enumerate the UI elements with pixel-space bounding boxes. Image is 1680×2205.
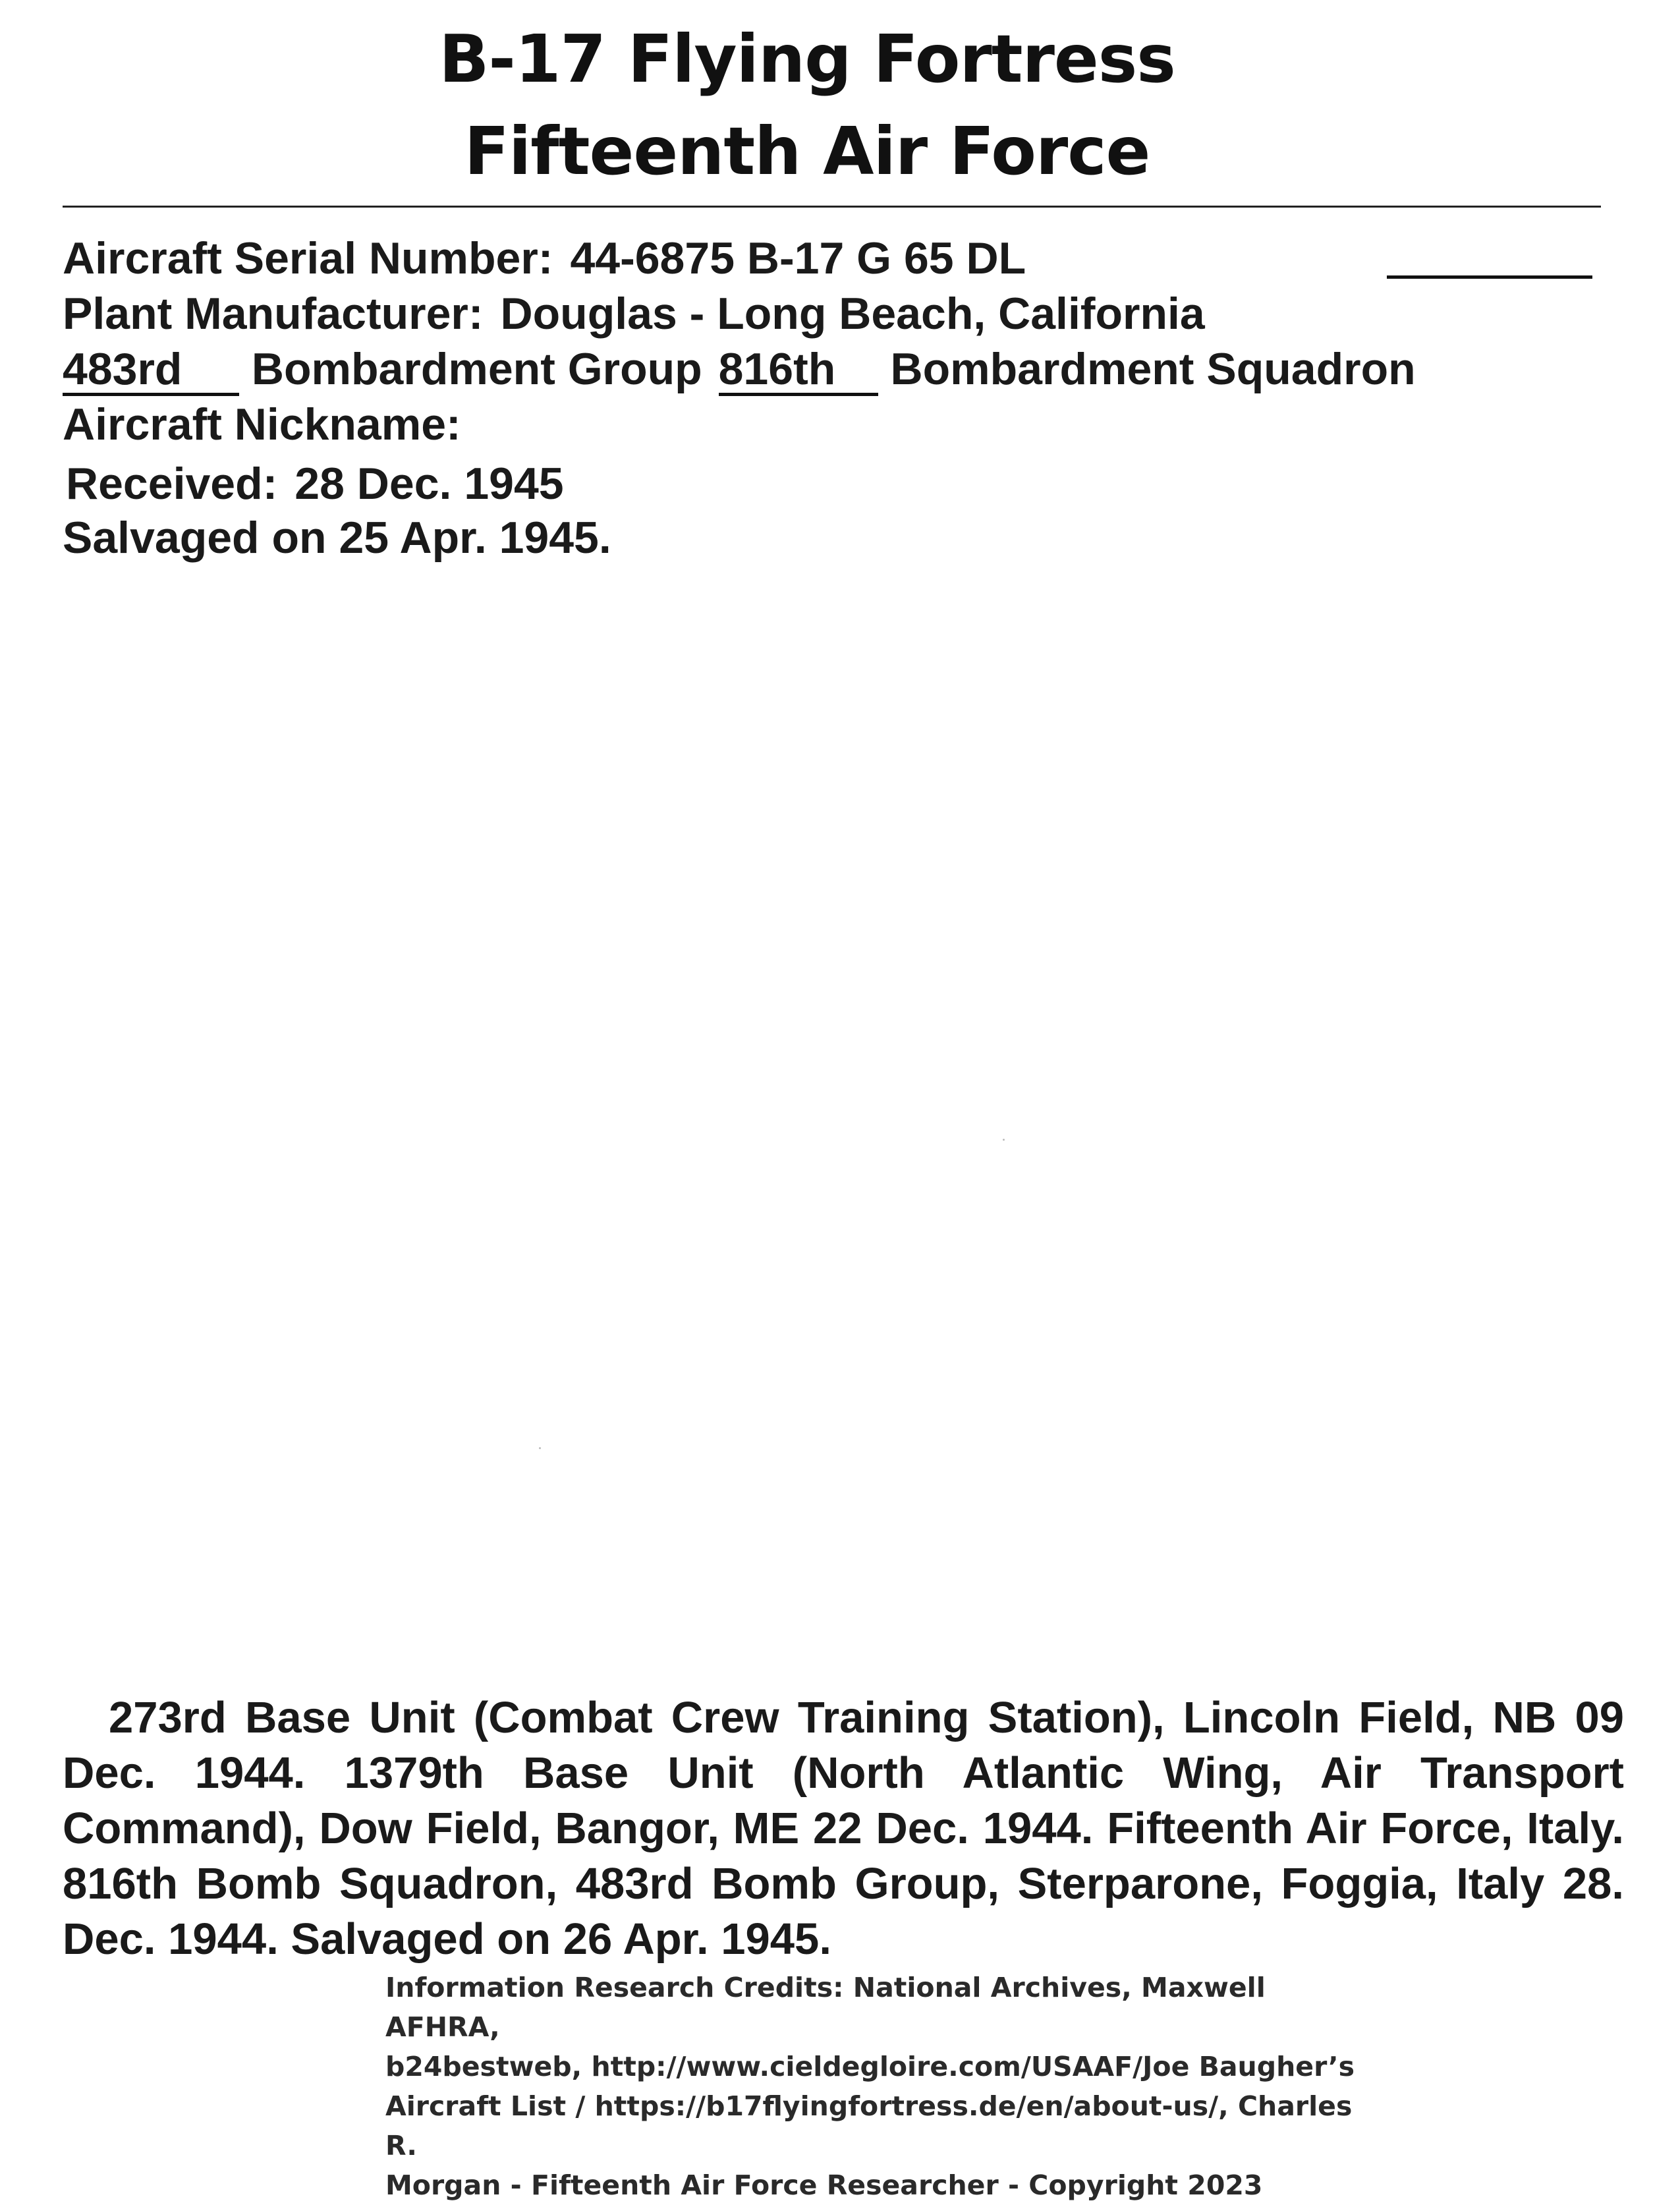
page-title-line-2: Fifteenth Air Force [464, 113, 1150, 190]
manufacturer-row [63, 289, 1205, 339]
salvaged-row: Salvaged on 25 Apr. 1945. [63, 513, 611, 563]
received-row [66, 459, 564, 509]
manufacturer-label: Plant Manufacturer: [63, 289, 484, 339]
credits-line-3: Aircraft List / https://b17flyingfortress.de/en/about-us/, Charles R. [385, 2090, 1353, 2162]
received-value: 28 Dec. 1945 [294, 459, 564, 509]
serial-number-row [63, 233, 1026, 283]
nickname-row [63, 399, 478, 449]
credits-line-2: b24bestweb, http://www.cieldegloire.com/USAAF/Joe Baugher’s [385, 2051, 1355, 2082]
scan-speck [539, 1447, 541, 1449]
nickname-label: Aircraft Nickname: [63, 399, 461, 449]
service-history-paragraph: 273rd Base Unit (Combat Crew Training Station), Lincoln Field, NB 09 Dec. 1944. 1379th Base Unit (North Atlantic Wing, Air Transport Command), Dow Field, Bangor, ME 22 Dec. 1944. Fifteenth Air Force, Italy. 816th Bomb Squadron, 483rd Bomb Group, Sterparone, Foggia, Italy 28. Dec. 1944. Salvaged on 26 Apr. 1945. [63, 1693, 1624, 1964]
serial-number-blank-line [1387, 275, 1592, 279]
credits-line-4: Morgan - Fifteenth Air Force Researcher - Copyright 2023 [385, 2169, 1263, 2201]
group-number: 483rd [63, 347, 239, 396]
manufacturer-value: Douglas - Long Beach, California [500, 289, 1205, 339]
header-divider [63, 206, 1601, 208]
research-credits [385, 1968, 1360, 2205]
squadron-label: Bombardment Squadron [890, 344, 1416, 394]
serial-number-value: 44-6875 B-17 G 65 DL [570, 233, 1026, 283]
squadron-number: 816th [719, 347, 878, 396]
group-label: Bombardment Group [251, 344, 702, 394]
scan-speck [1003, 1139, 1005, 1141]
serial-number-label: Aircraft Serial Number: [63, 233, 553, 283]
received-label: Received: [66, 459, 278, 509]
unit-row [63, 344, 1416, 396]
page-title-line-1: B-17 Flying Fortress [439, 20, 1175, 98]
credits-line-1: Information Research Credits: National Archives, Maxwell AFHRA, [385, 1972, 1266, 2043]
